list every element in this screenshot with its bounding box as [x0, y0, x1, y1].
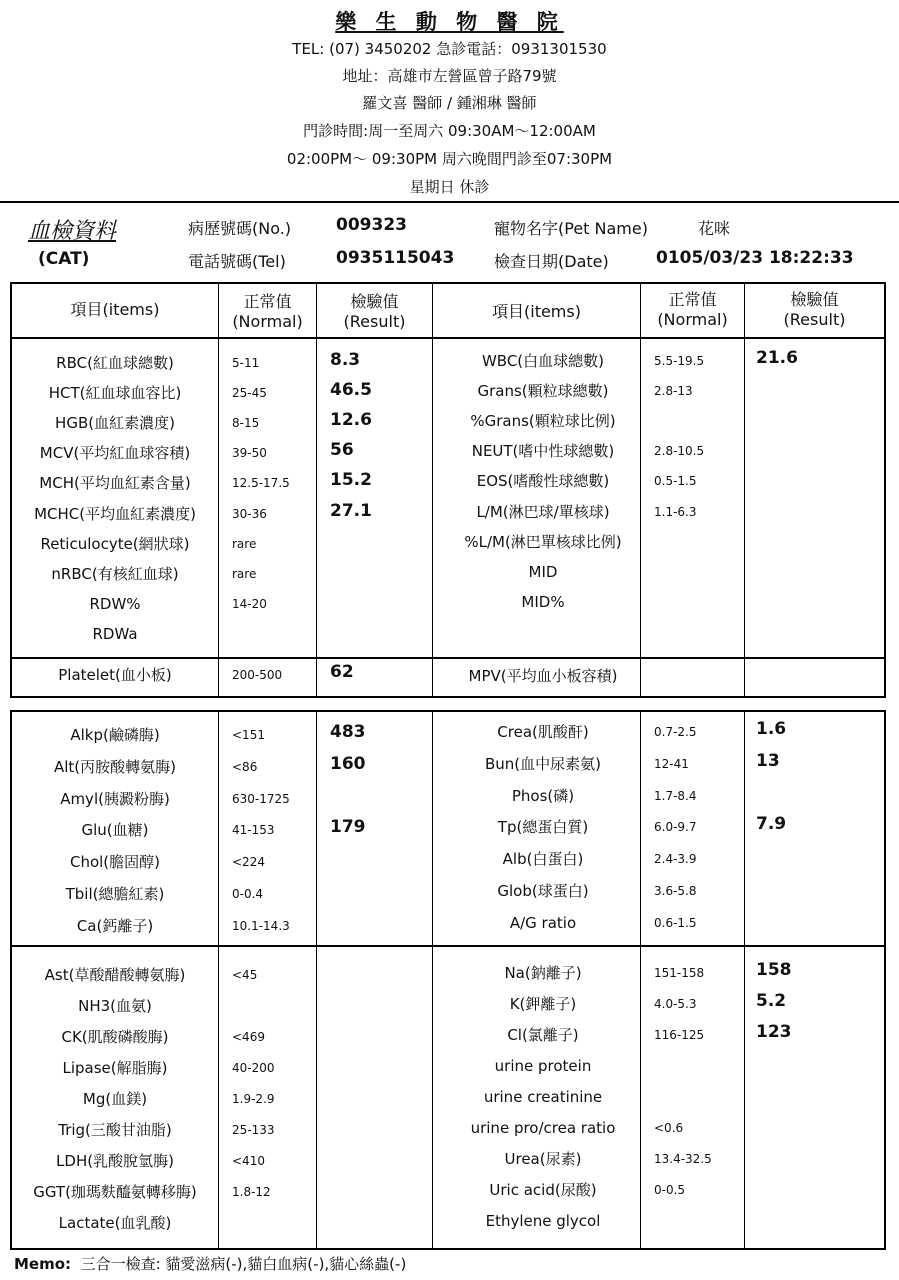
normal-range: 1.7-8.4 [654, 788, 697, 803]
clinic-hours-3: 星期日 休診 [409, 178, 490, 196]
clinic-name: 樂 生 動 物 醫 院 [335, 10, 564, 34]
normal-range: 40-200 [232, 1061, 275, 1075]
normal-range: 3.6-5.8 [654, 884, 697, 898]
col-rule [316, 712, 317, 1249]
normal-range: 116-125 [654, 1028, 705, 1042]
normal-range: 25-45 [232, 386, 267, 401]
blood-header-rule [10, 337, 886, 339]
test-name: Tbil(總膽紅素) [65, 885, 165, 903]
normal-range: <0.6 [654, 1121, 684, 1135]
normal-range: rare [232, 536, 257, 551]
test-name: %L/M(淋巴單核球比例) [464, 532, 622, 551]
normal-range: 630-1725 [232, 791, 290, 806]
normal-range: 0.7-2.5 [654, 725, 697, 739]
result-value: 62 [330, 662, 354, 682]
test-name: HGB(血紅素濃度) [55, 414, 175, 433]
test-name: %Grans(顆粒球比例) [470, 412, 616, 431]
normal-range: 5-11 [232, 356, 260, 370]
test-name: L/M(淋巴球/單核球) [476, 502, 610, 521]
test-name: Amyl(胰澱粉脢) [60, 789, 170, 808]
test-name: Platelet(血小板) [58, 666, 172, 684]
species: (CAT) [38, 249, 90, 269]
test-name: Alb(白蛋白) [502, 850, 584, 869]
normal-range: 2.4-3.9 [654, 852, 697, 867]
normal-range: 0-0.5 [654, 1183, 686, 1197]
result-value: 46.5 [330, 380, 372, 401]
header-normal: 正常值 (Normal) [657, 290, 728, 329]
test-name: K(鉀離子) [509, 995, 577, 1013]
result-value: 123 [756, 1022, 792, 1042]
chemistry-rule [10, 945, 886, 947]
normal-range: 0.6-1.5 [654, 915, 697, 930]
normal-range: 5.5-19.5 [654, 354, 705, 368]
test-name: MCHC(平均血紅素濃度) [34, 504, 196, 523]
test-name: Phos(磷) [511, 786, 575, 805]
normal-range: 8-15 [232, 416, 260, 431]
normal-range: 25-133 [232, 1123, 275, 1137]
test-name: Tp(總蛋白質) [497, 818, 589, 837]
test-name: Reticulocyte(網狀球) [40, 534, 190, 553]
pet-name-label: 寵物名字(Pet Name) [494, 219, 648, 238]
test-name: Urea(尿素) [504, 1150, 582, 1168]
normal-range: 1.8-12 [232, 1185, 271, 1199]
tel-label: 電話號碼(Tel) [188, 252, 286, 271]
normal-range: 2.8-13 [654, 384, 693, 399]
test-name: Ca(鈣離子) [76, 916, 154, 935]
result-value: 13 [756, 750, 780, 771]
normal-range: <224 [232, 855, 265, 870]
test-name: urine pro/crea ratio [470, 1119, 616, 1137]
test-name: RDWa [92, 624, 138, 643]
clinic-tel: TEL: (07) 3450202 急診電話：0931301530 [292, 40, 607, 58]
normal-range: 12.5-17.5 [232, 476, 290, 491]
test-name: HCT(紅血球血容比) [48, 384, 182, 403]
header-result: 檢驗值 (Result) [343, 292, 406, 331]
test-name: Alkp(鹼磷脢) [70, 726, 160, 744]
result-value: 483 [330, 722, 366, 742]
result-value: 5.2 [756, 991, 787, 1011]
test-name: MID% [521, 592, 565, 611]
result-value: 179 [330, 817, 366, 838]
col-rule [744, 712, 745, 1249]
report-title: 血檢資料 [28, 219, 117, 244]
test-name: urine creatinine [483, 1088, 603, 1106]
col-rule [316, 284, 317, 697]
test-name: Glob(球蛋白) [497, 882, 589, 900]
header-normal: 正常值 (Normal) [232, 292, 303, 331]
memo-label: Memo: [14, 1255, 72, 1273]
tel-value: 0935115043 [336, 248, 455, 268]
clinic-doctors: 羅文喜 醫師 / 鍾湘琳 醫師 [362, 94, 537, 112]
normal-range: 0.5-1.5 [654, 474, 697, 489]
test-name: MCV(平均紅血球容積) [39, 444, 191, 463]
memo [14, 1253, 406, 1274]
normal-range: 41-153 [232, 823, 275, 838]
result-value: 160 [330, 753, 366, 774]
test-name: Lactate(血乳酸) [58, 1214, 172, 1232]
test-name: A/G ratio [509, 913, 577, 932]
memo-text: 三合一檢查: 貓愛滋病(-),貓白血病(-),貓心絲蟲(-) [80, 1255, 407, 1273]
test-name: Glu(血糖) [81, 821, 149, 840]
normal-range: <469 [232, 1030, 265, 1044]
normal-range: 6.0-9.7 [654, 820, 697, 835]
test-name: Grans(顆粒球總數) [477, 382, 609, 401]
test-name: Trig(三酸甘油脂) [58, 1121, 172, 1139]
clinic-hours-1: 門診時間:周一至周六 09:30AM～12:00AM [303, 122, 596, 140]
test-name: Na(鈉離子) [504, 964, 582, 982]
test-name: nRBC(有核紅血球) [51, 564, 179, 583]
test-name: MCH(平均血紅素含量) [39, 474, 191, 493]
header-result: 檢驗值 (Result) [783, 290, 846, 329]
test-name: NEUT(嗜中性球總數) [471, 442, 615, 461]
record-no-value: 009323 [336, 215, 407, 235]
test-name: Uric acid(尿酸) [489, 1181, 597, 1199]
record-no-label: 病歷號碼(No.) [188, 219, 292, 238]
test-name: Alt(丙胺酸轉氨脢) [53, 757, 176, 776]
result-value: 27.1 [330, 500, 372, 521]
test-name: LDH(乳酸脫氫脢) [56, 1152, 174, 1170]
test-name: GGT(珈瑪麩醯氨轉移脢) [33, 1183, 197, 1201]
test-name: RDW% [89, 594, 141, 613]
header-item: 項目(items) [492, 302, 581, 321]
test-name: MID [528, 562, 558, 581]
normal-range: 4.0-5.3 [654, 997, 697, 1011]
normal-range: 39-50 [232, 446, 267, 461]
test-name: EOS(嗜酸性球總數) [476, 472, 610, 491]
col-rule [744, 284, 745, 697]
platelet-rule [10, 657, 886, 659]
header-divider [0, 201, 899, 203]
test-name: Chol(膽固醇) [69, 853, 161, 872]
result-value: 8.3 [330, 350, 361, 370]
normal-range: 151-158 [654, 966, 705, 980]
test-name: Cl(氯離子) [507, 1026, 579, 1044]
normal-range: <86 [232, 759, 258, 774]
normal-range: <45 [232, 968, 258, 982]
normal-range: <151 [232, 728, 265, 742]
normal-range: 12-41 [654, 756, 689, 771]
result-value: 7.9 [756, 814, 787, 835]
test-name: Ethylene glycol [485, 1212, 601, 1230]
result-value: 21.6 [756, 348, 798, 368]
result-value: 1.6 [756, 719, 787, 739]
normal-range: 2.8-10.5 [654, 444, 705, 459]
test-name: NH3(血氨) [78, 997, 152, 1015]
test-name: MPV(平均血小板容積) [468, 667, 618, 685]
normal-range: 1.1-6.3 [654, 504, 697, 519]
test-name: Bun(血中尿素氨) [484, 754, 601, 773]
header-item: 項目(items) [70, 300, 160, 319]
result-value: 158 [756, 960, 792, 980]
test-name: WBC(白血球總數) [481, 352, 605, 370]
date-label: 檢查日期(Date) [494, 252, 609, 271]
normal-range: 13.4-32.5 [654, 1152, 712, 1166]
test-name: Mg(血鎂) [82, 1090, 148, 1108]
result-value: 56 [330, 440, 354, 461]
test-name: urine protein [494, 1057, 592, 1075]
test-name: Crea(肌酸酐) [497, 723, 589, 741]
clinic-address: 地址：高雄市左營區曾子路79號 [342, 67, 557, 85]
clinic-hours-2: 02:00PM～ 09:30PM 周六晚間門診至07:30PM [286, 150, 613, 168]
normal-range: 0-0.4 [232, 887, 264, 901]
result-value: 12.6 [330, 410, 372, 431]
test-name: Lipase(解脂脢) [62, 1059, 168, 1077]
normal-range: <410 [232, 1154, 265, 1168]
normal-range: 200-500 [232, 668, 283, 682]
normal-range: 10.1-14.3 [232, 918, 290, 933]
date-value: 0105/03/23 18:22:33 [656, 248, 854, 268]
normal-range: 30-36 [232, 506, 267, 521]
normal-range: 14-20 [232, 596, 267, 611]
normal-range: rare [232, 566, 257, 581]
result-value: 15.2 [330, 470, 372, 491]
pet-name-value: 花咪 [698, 219, 731, 238]
normal-range: 1.9-2.9 [232, 1092, 275, 1106]
test-name: RBC(紅血球總數) [56, 354, 174, 372]
test-name: Ast(草酸醋酸轉氨脢) [44, 966, 186, 984]
test-name: CK(肌酸磷酸脢) [61, 1028, 169, 1046]
